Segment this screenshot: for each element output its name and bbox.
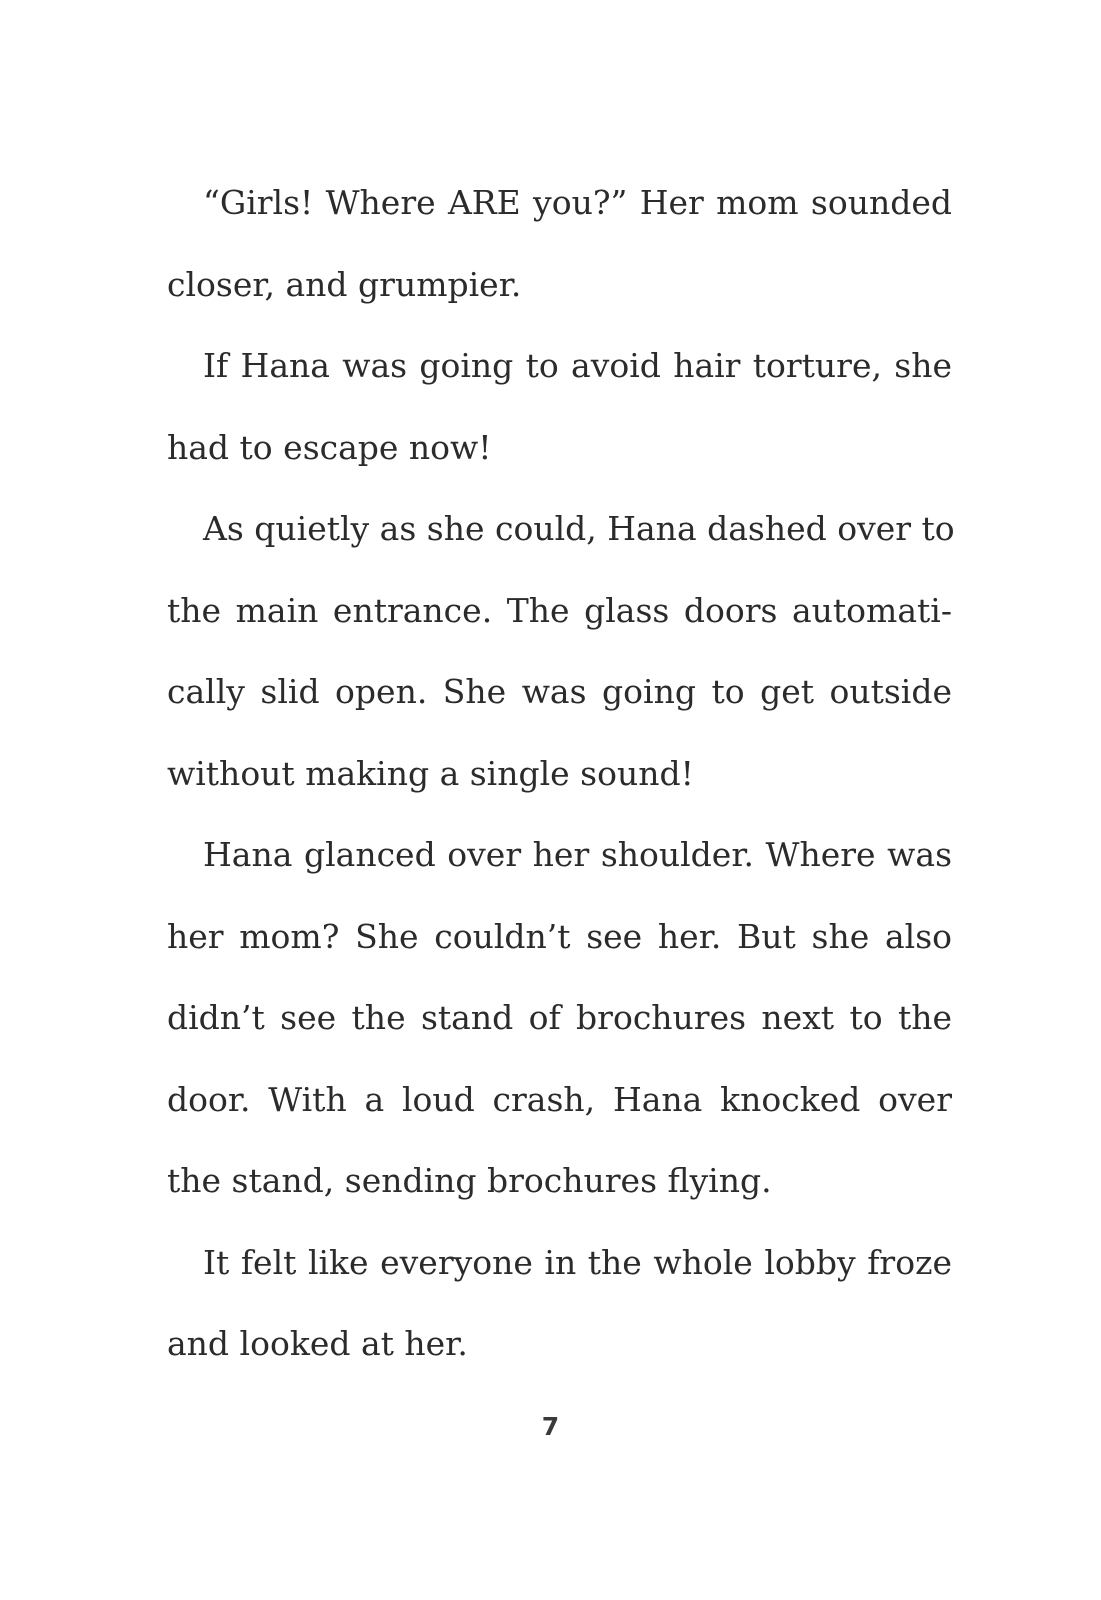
text-line: If Hana was going to avoid hair torture, she — [203, 346, 952, 385]
text-line: her mom? She couldn’t see her. But she also — [167, 916, 952, 956]
text-line: the main entrance. The glass doors automati- — [167, 590, 952, 630]
text-line: and looked at her. — [167, 1324, 468, 1363]
text-line: the stand, sending brochures flying. — [167, 1161, 772, 1200]
body-text — [167, 165, 955, 1388]
text-line: As quietly as she could, Hana dashed over to — [203, 509, 955, 548]
text-line: didn’t see the stand of brochures next to the — [167, 998, 952, 1037]
text-line: door. With a loud crash, Hana knocked over — [167, 1079, 952, 1119]
page-number: 7 — [541, 1412, 560, 1441]
text-line: closer, and grumpier. — [167, 264, 522, 304]
text-line: Hana glanced over her shoulder. Where was — [203, 835, 952, 874]
text-line: cally slid open. She was going to get outside — [167, 672, 952, 711]
text-line: It felt like everyone in the whole lobby froze — [203, 1242, 952, 1282]
text-line: “Girls! Where ARE you?” Her mom sounded — [203, 183, 952, 222]
text-line: had to escape now! — [167, 427, 492, 467]
text-line: without making a single sound! — [167, 753, 694, 793]
